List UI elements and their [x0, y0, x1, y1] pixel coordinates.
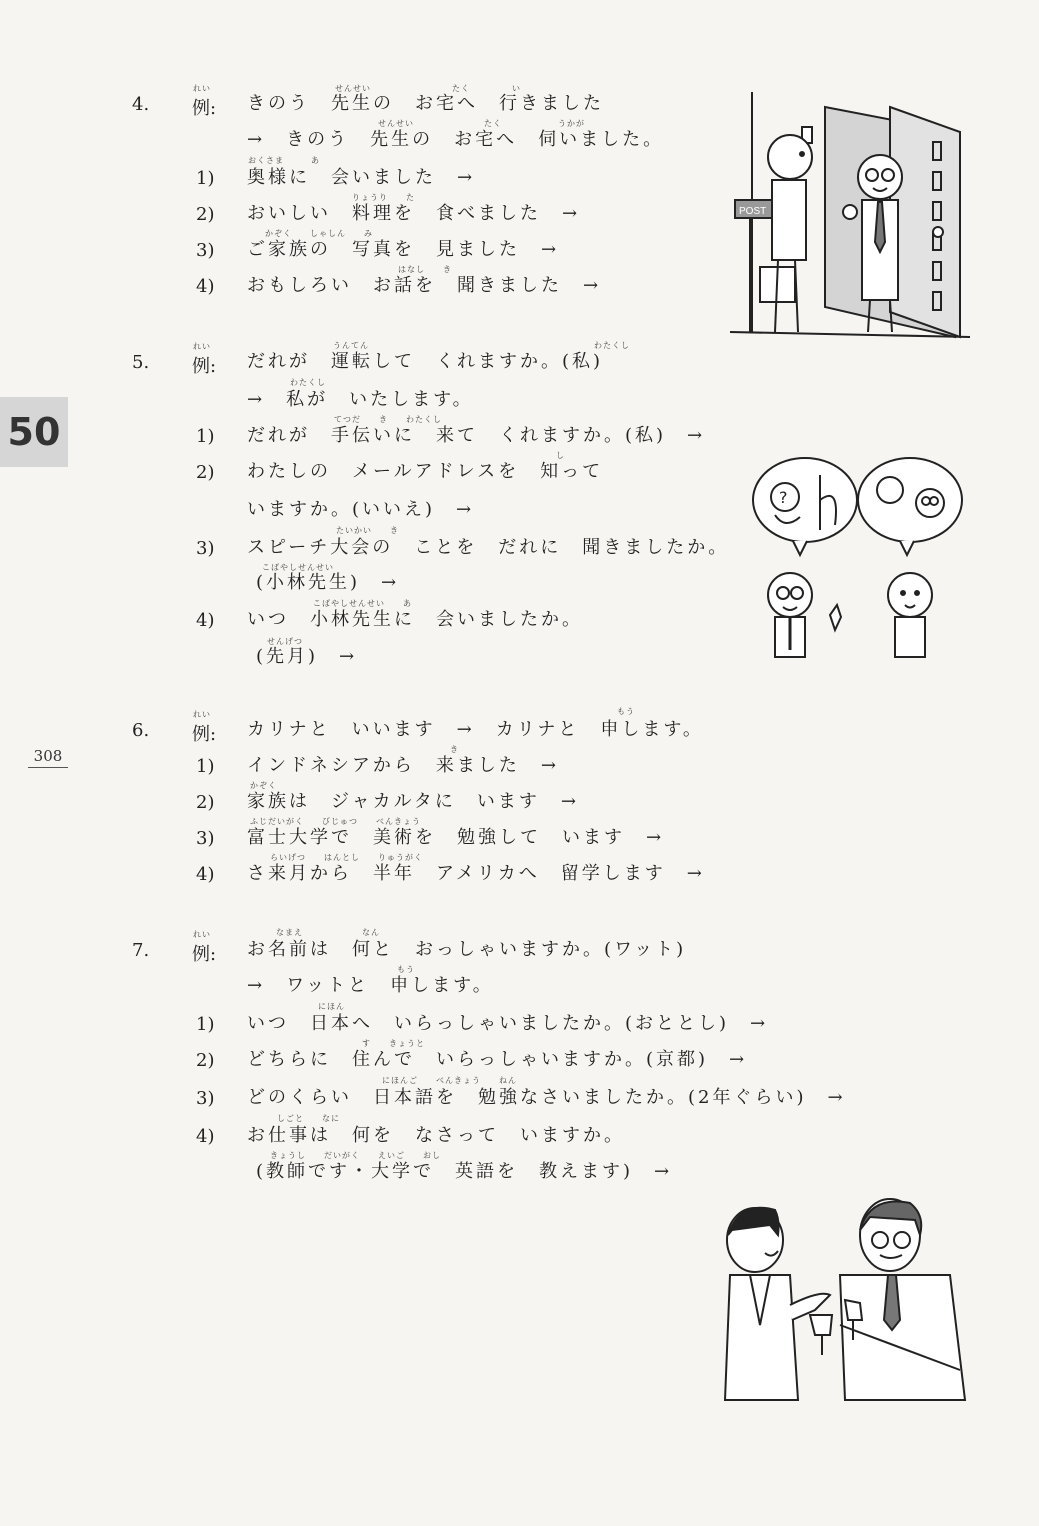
furigana: れい: [193, 84, 211, 93]
exercise-item: 富士大学で 美術を 勉強して います →: [247, 827, 665, 848]
item-number: 3): [196, 538, 215, 559]
visit-at-door-illustration: [730, 92, 970, 342]
exercise-number: 4.: [132, 94, 150, 115]
exercise-number: 6.: [132, 720, 150, 741]
item-number: 4): [196, 864, 215, 885]
example-sentence: だれが 運転して くれますか。(私): [247, 351, 604, 372]
example-label: 例:: [192, 944, 217, 965]
furigana: し: [556, 451, 565, 460]
exercise-item: スピーチ大会の ことを だれに 聞きましたか。: [247, 537, 730, 558]
example-sentence: お名前は 何と おっしゃいますか。(ワット): [247, 939, 687, 960]
example-label: 例:: [192, 98, 217, 119]
furigana: かぞく しゃしん み: [265, 229, 373, 238]
thinking-people-illustration: [745, 455, 975, 665]
example-answer: → きのう 先生の お宅へ 伺いました。: [247, 129, 665, 150]
chapter-number: 50: [7, 410, 61, 454]
exercise-item: どのくらい 日本語を 勉強なさいましたか。(2年ぐらい) →: [247, 1087, 846, 1108]
furigana: たく: [452, 84, 470, 93]
exercise-number: 5.: [132, 352, 150, 373]
example-answer: → 私が いたします。: [247, 389, 474, 410]
furigana: こばやしせんせい あ: [313, 599, 412, 608]
furigana: らいげつ はんとし りゅうがく: [270, 853, 423, 862]
question-mark: ?: [779, 488, 788, 507]
example-sentence: きのう 先生の お宅へ 行きました: [247, 93, 604, 114]
example-answer: → ワットと 申します。: [247, 975, 494, 996]
furigana: わたくし: [594, 341, 630, 350]
exercise-item: おもしろい お話を 聞きました →: [247, 275, 602, 296]
exercise-item: いつ 日本へ いらっしゃいましたか。(おととし) →: [247, 1013, 769, 1034]
furigana: しごと なに: [277, 1114, 340, 1123]
exercise-item: 奥様に 会いました →: [247, 167, 476, 188]
exercise-item: さ来月から 半年 アメリカへ 留学します →: [247, 863, 705, 884]
exercise-item-continuation: (小林先生) →: [256, 572, 400, 593]
furigana: うんてん: [333, 341, 369, 350]
furigana: にほんご べんきょう ねん: [382, 1076, 517, 1085]
furigana: せんげつ: [267, 637, 303, 646]
furigana: れい: [193, 342, 211, 351]
chapter-tab: [0, 397, 68, 467]
exercise-item: わたしの メールアドレスを 知って: [247, 461, 604, 482]
item-number: 4): [196, 276, 215, 297]
item-number: 4): [196, 1126, 215, 1147]
furigana: れい: [193, 930, 211, 939]
exercise-number: 7.: [132, 940, 150, 961]
exercise-item: おいしい 料理を 食べました →: [247, 203, 581, 224]
furigana: こばやしせんせい: [262, 563, 334, 572]
furigana: き: [450, 745, 459, 754]
furigana: せんせい: [378, 119, 414, 128]
furigana: はなし き: [398, 265, 452, 274]
item-number: 1): [196, 1014, 215, 1035]
exercise-item: だれが 手伝いに 来て くれますか。(私) →: [247, 425, 706, 446]
item-number: 1): [196, 756, 215, 777]
item-number: 2): [196, 792, 215, 813]
furigana: てつだ き わたくし: [334, 415, 442, 424]
exercise-item: インドネシアから 来ました →: [247, 755, 559, 776]
item-number: 3): [196, 828, 215, 849]
exercise-item-continuation: (教師です・大学で 英語を 教えます) →: [256, 1161, 673, 1182]
example-sentence: カリナと いいます → カリナと 申します。: [247, 719, 704, 740]
furigana: きょうし だいがく えいご おし: [270, 1151, 441, 1160]
furigana: す きょうと: [362, 1039, 425, 1048]
furigana: れい: [193, 710, 211, 719]
exercise-item: いつ 小林先生に 会いましたか。: [247, 609, 583, 630]
example-label: 例:: [192, 724, 217, 745]
post-sign: POST: [739, 206, 767, 217]
item-number: 1): [196, 426, 215, 447]
furigana: なん: [362, 928, 380, 937]
exercise-item: お仕事は 何を なさって いますか。: [247, 1125, 625, 1146]
furigana: おくさま あ: [248, 156, 320, 165]
item-number: 1): [196, 168, 215, 189]
item-number: 2): [196, 1050, 215, 1071]
exercise-item-continuation: いますか。(いいえ) →: [247, 499, 475, 520]
exercise-item-continuation: (先月) →: [256, 646, 358, 667]
furigana: わたくし: [290, 378, 326, 387]
furigana: せんせい: [335, 84, 371, 93]
item-number: 3): [196, 240, 215, 261]
furigana: りょうり た: [352, 193, 415, 202]
exercise-item: どちらに 住んで いらっしゃいますか。(京都) →: [247, 1049, 748, 1070]
furigana: なまえ: [276, 928, 303, 937]
item-number: 4): [196, 610, 215, 631]
furigana: かぞく: [250, 781, 277, 790]
two-men-with-wine-illustration: [720, 1195, 980, 1405]
exercise-item: 家族は ジャカルタに います →: [247, 791, 580, 812]
furigana: たく: [484, 119, 502, 128]
item-number: 2): [196, 204, 215, 225]
furigana: うかが: [558, 119, 585, 128]
item-number: 2): [196, 462, 215, 483]
furigana: い: [512, 84, 521, 93]
furigana: もう: [617, 707, 635, 716]
item-number: 3): [196, 1088, 215, 1109]
exercise-item: ご家族の 写真を 見ました →: [247, 239, 560, 260]
furigana: もう: [397, 965, 415, 974]
page-number: 308: [28, 747, 68, 768]
example-label: 例:: [192, 356, 217, 377]
furigana: ふじだいがく びじゅつ べんきょう: [250, 817, 421, 826]
furigana: にほん: [318, 1002, 345, 1011]
furigana: たいかい き: [336, 526, 399, 535]
